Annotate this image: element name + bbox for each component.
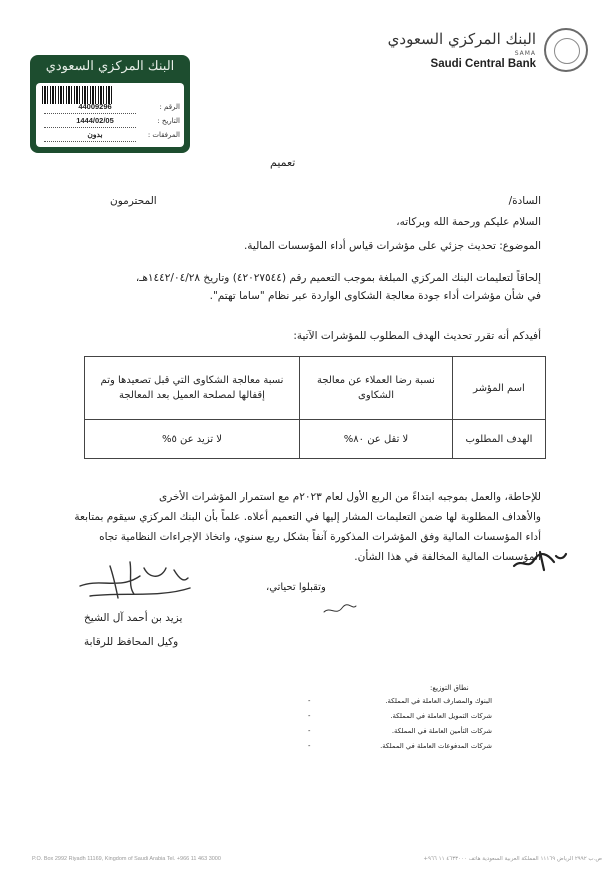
reference-date-label: التاريخ : <box>157 117 180 125</box>
respected-label: المحترمون <box>110 195 157 207</box>
list-item: شركات المدفوعات العاملة في المملكة. - <box>308 742 492 750</box>
table-cell: لا تزيد عن ٥% <box>85 420 300 459</box>
table-row <box>85 420 546 459</box>
recipient-label: السادة/ <box>508 195 541 207</box>
list-item-text: البنوك والمصارف العاملة في المملكة. <box>385 697 492 705</box>
list-item-text: شركات التمويل العاملة في المملكة. <box>390 712 492 720</box>
distribution-list <box>308 697 492 757</box>
reference-number-value: 44009296 <box>78 102 112 111</box>
paragraph-2-line: أداء المؤسسات المالية وفق المؤشرات المذكورة آنفاً بشكل ربع سنوي، واتخاذ الإجراءات النظامية تجاه <box>99 531 541 543</box>
bank-name-arabic: البنك المركزي السعودي <box>387 30 536 48</box>
table-cell: اسم المؤشر <box>453 357 546 420</box>
table-cell: الهدف المطلوب <box>453 420 546 459</box>
bank-name-english: Saudi Central Bank <box>430 58 536 70</box>
page-footer <box>32 856 602 868</box>
bank-emblem-icon <box>544 28 588 72</box>
reference-card <box>30 55 190 153</box>
paragraph-2-line: المؤسسات المالية المخالفة في هذا الشأن. <box>354 551 541 563</box>
table-row <box>85 357 546 420</box>
paragraph-2-line: للإحاطة، والعمل بموجبه ابتداءً من الربع الأول لعام ٢٠٢٣م مع استمرار المؤشرات الأخرى <box>159 491 541 503</box>
reference-attachments-row <box>40 131 180 143</box>
subject-line: الموضوع: تحديث جزئي على مؤشرات قياس أداء المؤسسات المالية. <box>243 240 541 252</box>
bank-logo <box>387 28 588 80</box>
reference-card-body <box>36 83 184 147</box>
paragraph-1-line-1: إلحاقاً لتعليمات البنك المركزي المبلغة بموجب التعميم رقم (٤٢٠٢٧٥٤٤) وتاريخ ١٤٤٢/٠٤/٢٨هـ، <box>135 272 541 284</box>
distribution-heading: نطاق التوزيع: <box>430 684 469 692</box>
list-item-text: شركات المدفوعات العاملة في المملكة. <box>380 742 492 750</box>
reference-attachments-value: بدون <box>87 130 103 139</box>
footer-arabic: ص.ب ٢٩٩٢ الرياض ١١١٦٩ المملكة العربية السعودية هاتف ٤٦٣٣٠٠٠ ١١ ٩٦٦+ <box>423 856 602 862</box>
handwritten-initial-small-icon <box>320 600 360 620</box>
kpi-table <box>84 356 546 459</box>
reference-number-label: الرقم : <box>159 103 180 111</box>
greeting-line: السلام عليكم ورحمة الله وبركاته، <box>396 216 541 228</box>
paragraph-2-line: والأهداف المطلوبة لها ضمن التعليمات المشار إليها في التعميم أعلاه. علماً بأن البنك المركزي سيقوم بمتابعة <box>74 511 541 523</box>
list-item: شركات التمويل العاملة في المملكة. - <box>308 712 492 720</box>
table-intro: أفيدكم أنه تقرر تحديث الهدف المطلوب للمؤشرات الآتية: <box>293 330 541 342</box>
reference-card-title: البنك المركزي السعودي <box>45 59 175 74</box>
handwritten-signature-icon <box>70 558 200 608</box>
list-item: البنوك والمصارف العاملة في المملكة. - <box>308 697 492 705</box>
paragraph-1-line-2: في شأن مؤشرات أداء جودة معالجة الشكاوى الواردة عبر نظام "ساما تهتم". <box>209 290 541 302</box>
reference-date-row <box>40 117 180 129</box>
signer-title: وكيل المحافظ للرقابة <box>84 636 179 648</box>
handwritten-initial-icon <box>510 540 570 580</box>
table-cell: نسبة معالجة الشكاوى التي قبل تصعيدها وتم إقفالها لمصلحة العميل بعد المعالجة <box>85 357 300 420</box>
signer-name: يزيد بن أحمد آل الشيخ <box>84 612 183 624</box>
reference-date-value: 1444/02/05 <box>76 116 114 125</box>
document-type-heading: تعميم <box>270 156 296 169</box>
list-item-text: شركات التأمين العاملة في المملكة. <box>391 727 492 735</box>
sama-label: SAMA <box>514 50 536 57</box>
reference-attachments-label: المرفقات : <box>147 131 180 139</box>
paragraph-2 <box>71 487 541 567</box>
closing-line: وتقبلوا تحياتي، <box>266 582 326 593</box>
reference-number-row <box>40 103 180 115</box>
table-cell: نسبة رضا العملاء عن معالجة الشكاوى <box>300 357 453 420</box>
footer-english: P.O. Box 2992 Riyadh 11169, Kingdom of Saudi Arabia Tel. +966 11 463 3000 <box>32 856 221 862</box>
table-cell: لا تقل عن ٨٠% <box>300 420 453 459</box>
list-item: شركات التأمين العاملة في المملكة. - <box>308 727 492 735</box>
